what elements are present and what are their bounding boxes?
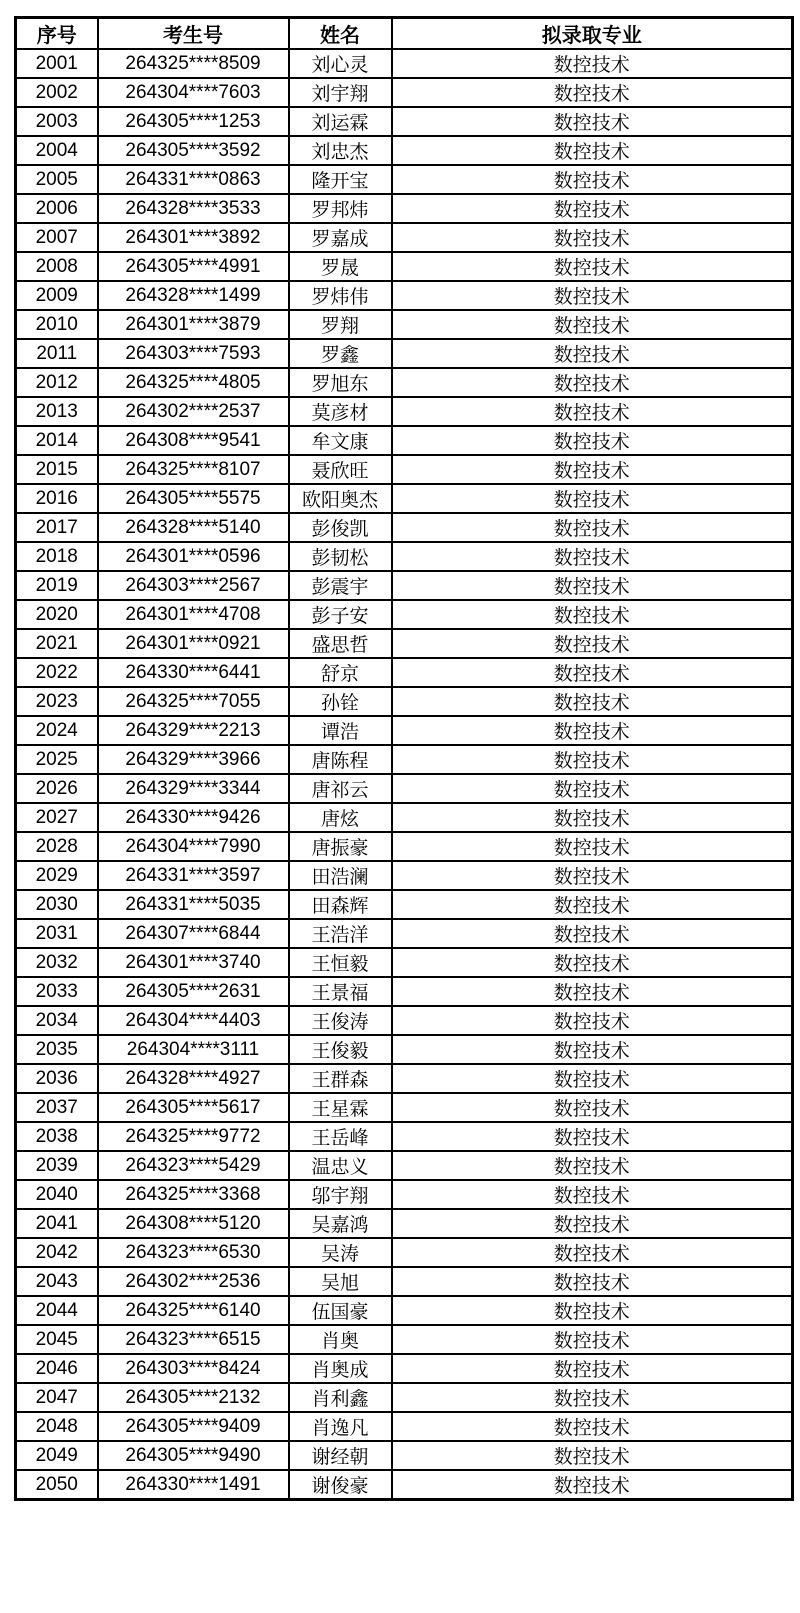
table-row xyxy=(16,1267,793,1296)
major-cell: 数控技术 xyxy=(392,49,793,78)
major-cell: 数控技术 xyxy=(392,223,793,252)
table-row xyxy=(16,977,793,1006)
name-cell: 聂欣旺 xyxy=(289,455,392,484)
name-cell: 吴嘉鸿 xyxy=(289,1209,392,1238)
serial-cell: 2024 xyxy=(16,716,98,745)
serial-cell: 2006 xyxy=(16,194,98,223)
candidate-number-cell: 264323****5429 xyxy=(98,1151,289,1180)
candidate-number-cell: 264307****6844 xyxy=(98,919,289,948)
table-row xyxy=(16,1151,793,1180)
candidate-number-cell: 264302****2536 xyxy=(98,1267,289,1296)
name-cell: 王星霖 xyxy=(289,1093,392,1122)
table-row xyxy=(16,484,793,513)
table-row xyxy=(16,716,793,745)
candidate-number-cell: 264323****6515 xyxy=(98,1325,289,1354)
serial-cell: 2029 xyxy=(16,861,98,890)
candidate-number-cell: 264304****7603 xyxy=(98,78,289,107)
table-row xyxy=(16,600,793,629)
major-cell: 数控技术 xyxy=(392,1441,793,1470)
header-candidate-number: 考生号 xyxy=(98,18,289,50)
name-cell: 唐炫 xyxy=(289,803,392,832)
table-row xyxy=(16,513,793,542)
name-cell: 刘运霖 xyxy=(289,107,392,136)
major-cell: 数控技术 xyxy=(392,745,793,774)
candidate-number-cell: 264331****3597 xyxy=(98,861,289,890)
table-row xyxy=(16,165,793,194)
table-body xyxy=(16,49,793,1500)
name-cell: 吴涛 xyxy=(289,1238,392,1267)
serial-cell: 2001 xyxy=(16,49,98,78)
candidate-number-cell: 264325****3368 xyxy=(98,1180,289,1209)
candidate-number-cell: 264305****2132 xyxy=(98,1383,289,1412)
candidate-number-cell: 264330****6441 xyxy=(98,658,289,687)
major-cell: 数控技术 xyxy=(392,1354,793,1383)
name-cell: 盛思哲 xyxy=(289,629,392,658)
serial-cell: 2020 xyxy=(16,600,98,629)
candidate-number-cell: 264325****6140 xyxy=(98,1296,289,1325)
name-cell: 彭俊凯 xyxy=(289,513,392,542)
table-row xyxy=(16,397,793,426)
name-cell: 肖逸凡 xyxy=(289,1412,392,1441)
candidate-number-cell: 264328****4927 xyxy=(98,1064,289,1093)
serial-cell: 2040 xyxy=(16,1180,98,1209)
name-cell: 谢俊豪 xyxy=(289,1470,392,1500)
major-cell: 数控技术 xyxy=(392,1238,793,1267)
name-cell: 谢经朝 xyxy=(289,1441,392,1470)
candidate-number-cell: 264305****5575 xyxy=(98,484,289,513)
serial-cell: 2003 xyxy=(16,107,98,136)
name-cell: 欧阳奥杰 xyxy=(289,484,392,513)
table-header-row xyxy=(16,18,793,50)
major-cell: 数控技术 xyxy=(392,1383,793,1412)
major-cell: 数控技术 xyxy=(392,78,793,107)
candidate-number-cell: 264305****2631 xyxy=(98,977,289,1006)
candidate-number-cell: 264301****0596 xyxy=(98,542,289,571)
name-cell: 肖奥成 xyxy=(289,1354,392,1383)
serial-cell: 2041 xyxy=(16,1209,98,1238)
table-row xyxy=(16,1412,793,1441)
name-cell: 刘忠杰 xyxy=(289,136,392,165)
table-row xyxy=(16,1325,793,1354)
serial-cell: 2007 xyxy=(16,223,98,252)
major-cell: 数控技术 xyxy=(392,861,793,890)
name-cell: 唐祁云 xyxy=(289,774,392,803)
major-cell: 数控技术 xyxy=(392,107,793,136)
table-row xyxy=(16,1470,793,1500)
serial-cell: 2035 xyxy=(16,1035,98,1064)
name-cell: 肖奥 xyxy=(289,1325,392,1354)
serial-cell: 2044 xyxy=(16,1296,98,1325)
serial-cell: 2014 xyxy=(16,426,98,455)
major-cell: 数控技术 xyxy=(392,919,793,948)
table-row xyxy=(16,78,793,107)
serial-cell: 2038 xyxy=(16,1122,98,1151)
serial-cell: 2015 xyxy=(16,455,98,484)
candidate-number-cell: 264301****3892 xyxy=(98,223,289,252)
serial-cell: 2009 xyxy=(16,281,98,310)
major-cell: 数控技术 xyxy=(392,426,793,455)
candidate-number-cell: 264308****5120 xyxy=(98,1209,289,1238)
serial-cell: 2021 xyxy=(16,629,98,658)
table-row xyxy=(16,49,793,78)
candidate-number-cell: 264305****1253 xyxy=(98,107,289,136)
serial-cell: 2046 xyxy=(16,1354,98,1383)
name-cell: 隆开宝 xyxy=(289,165,392,194)
name-cell: 温忠义 xyxy=(289,1151,392,1180)
name-cell: 唐陈程 xyxy=(289,745,392,774)
table-row xyxy=(16,919,793,948)
name-cell: 王景福 xyxy=(289,977,392,1006)
table-row xyxy=(16,1006,793,1035)
table-row xyxy=(16,1093,793,1122)
major-cell: 数控技术 xyxy=(392,165,793,194)
serial-cell: 2034 xyxy=(16,1006,98,1035)
header-name: 姓名 xyxy=(289,18,392,50)
candidate-number-cell: 264305****9490 xyxy=(98,1441,289,1470)
candidate-number-cell: 264328****1499 xyxy=(98,281,289,310)
serial-cell: 2048 xyxy=(16,1412,98,1441)
major-cell: 数控技术 xyxy=(392,542,793,571)
candidate-number-cell: 264329****3344 xyxy=(98,774,289,803)
name-cell: 王浩洋 xyxy=(289,919,392,948)
candidate-number-cell: 264305****5617 xyxy=(98,1093,289,1122)
candidate-number-cell: 264323****6530 xyxy=(98,1238,289,1267)
name-cell: 罗邦炜 xyxy=(289,194,392,223)
serial-cell: 2047 xyxy=(16,1383,98,1412)
major-cell: 数控技术 xyxy=(392,1296,793,1325)
table-row xyxy=(16,1064,793,1093)
name-cell: 田森辉 xyxy=(289,890,392,919)
serial-cell: 2042 xyxy=(16,1238,98,1267)
candidate-number-cell: 264325****4805 xyxy=(98,368,289,397)
major-cell: 数控技术 xyxy=(392,687,793,716)
serial-cell: 2018 xyxy=(16,542,98,571)
serial-cell: 2028 xyxy=(16,832,98,861)
table-row xyxy=(16,629,793,658)
major-cell: 数控技术 xyxy=(392,890,793,919)
major-cell: 数控技术 xyxy=(392,1006,793,1035)
table-row xyxy=(16,1383,793,1412)
serial-cell: 2011 xyxy=(16,339,98,368)
major-cell: 数控技术 xyxy=(392,1151,793,1180)
name-cell: 邬宇翔 xyxy=(289,1180,392,1209)
name-cell: 刘宇翔 xyxy=(289,78,392,107)
table-row xyxy=(16,890,793,919)
serial-cell: 2025 xyxy=(16,745,98,774)
name-cell: 牟文康 xyxy=(289,426,392,455)
major-cell: 数控技术 xyxy=(392,455,793,484)
candidate-number-cell: 264304****4403 xyxy=(98,1006,289,1035)
name-cell: 罗旭东 xyxy=(289,368,392,397)
candidate-number-cell: 264328****3533 xyxy=(98,194,289,223)
major-cell: 数控技术 xyxy=(392,397,793,426)
table-row xyxy=(16,658,793,687)
candidate-number-cell: 264329****3966 xyxy=(98,745,289,774)
major-cell: 数控技术 xyxy=(392,252,793,281)
serial-cell: 2027 xyxy=(16,803,98,832)
candidate-number-cell: 264305****9409 xyxy=(98,1412,289,1441)
major-cell: 数控技术 xyxy=(392,310,793,339)
candidate-number-cell: 264329****2213 xyxy=(98,716,289,745)
serial-cell: 2023 xyxy=(16,687,98,716)
candidate-number-cell: 264301****3879 xyxy=(98,310,289,339)
serial-cell: 2033 xyxy=(16,977,98,1006)
major-cell: 数控技术 xyxy=(392,832,793,861)
candidate-number-cell: 264308****9541 xyxy=(98,426,289,455)
major-cell: 数控技术 xyxy=(392,1267,793,1296)
name-cell: 肖利鑫 xyxy=(289,1383,392,1412)
admission-list-table xyxy=(14,16,794,1501)
table-row xyxy=(16,1035,793,1064)
major-cell: 数控技术 xyxy=(392,1064,793,1093)
serial-cell: 2045 xyxy=(16,1325,98,1354)
candidate-number-cell: 264325****7055 xyxy=(98,687,289,716)
header-proposed-major: 拟录取专业 xyxy=(392,18,793,50)
major-cell: 数控技术 xyxy=(392,803,793,832)
major-cell: 数控技术 xyxy=(392,948,793,977)
serial-cell: 2031 xyxy=(16,919,98,948)
serial-cell: 2013 xyxy=(16,397,98,426)
table-row xyxy=(16,1238,793,1267)
name-cell: 罗鑫 xyxy=(289,339,392,368)
table-row xyxy=(16,455,793,484)
table-row xyxy=(16,107,793,136)
table-row xyxy=(16,223,793,252)
table-row xyxy=(16,1296,793,1325)
major-cell: 数控技术 xyxy=(392,1412,793,1441)
table-row xyxy=(16,774,793,803)
candidate-number-cell: 264301****0921 xyxy=(98,629,289,658)
name-cell: 谭浩 xyxy=(289,716,392,745)
name-cell: 吴旭 xyxy=(289,1267,392,1296)
table-row xyxy=(16,948,793,977)
table-row xyxy=(16,861,793,890)
candidate-number-cell: 264304****3111 xyxy=(98,1035,289,1064)
major-cell: 数控技术 xyxy=(392,1209,793,1238)
table-row xyxy=(16,1180,793,1209)
name-cell: 王恒毅 xyxy=(289,948,392,977)
serial-cell: 2037 xyxy=(16,1093,98,1122)
candidate-number-cell: 264305****4991 xyxy=(98,252,289,281)
table-row xyxy=(16,281,793,310)
major-cell: 数控技术 xyxy=(392,1093,793,1122)
name-cell: 王岳峰 xyxy=(289,1122,392,1151)
major-cell: 数控技术 xyxy=(392,281,793,310)
major-cell: 数控技术 xyxy=(392,1180,793,1209)
table-row xyxy=(16,136,793,165)
table-row xyxy=(16,803,793,832)
serial-cell: 2050 xyxy=(16,1470,98,1500)
name-cell: 王俊毅 xyxy=(289,1035,392,1064)
serial-cell: 2022 xyxy=(16,658,98,687)
table-row xyxy=(16,368,793,397)
serial-cell: 2002 xyxy=(16,78,98,107)
name-cell: 彭子安 xyxy=(289,600,392,629)
serial-cell: 2049 xyxy=(16,1441,98,1470)
table-row xyxy=(16,832,793,861)
candidate-number-cell: 264330****9426 xyxy=(98,803,289,832)
candidate-number-cell: 264303****2567 xyxy=(98,571,289,600)
candidate-number-cell: 264303****8424 xyxy=(98,1354,289,1383)
major-cell: 数控技术 xyxy=(392,194,793,223)
major-cell: 数控技术 xyxy=(392,629,793,658)
name-cell: 王俊涛 xyxy=(289,1006,392,1035)
name-cell: 罗翔 xyxy=(289,310,392,339)
candidate-number-cell: 264325****8509 xyxy=(98,49,289,78)
table-row xyxy=(16,310,793,339)
table-row xyxy=(16,339,793,368)
major-cell: 数控技术 xyxy=(392,774,793,803)
table-row xyxy=(16,1122,793,1151)
serial-cell: 2036 xyxy=(16,1064,98,1093)
serial-cell: 2043 xyxy=(16,1267,98,1296)
name-cell: 彭韧松 xyxy=(289,542,392,571)
major-cell: 数控技术 xyxy=(392,1325,793,1354)
name-cell: 伍国豪 xyxy=(289,1296,392,1325)
major-cell: 数控技术 xyxy=(392,571,793,600)
name-cell: 莫彦材 xyxy=(289,397,392,426)
table-row xyxy=(16,1354,793,1383)
name-cell: 孙铨 xyxy=(289,687,392,716)
serial-cell: 2039 xyxy=(16,1151,98,1180)
major-cell: 数控技术 xyxy=(392,716,793,745)
major-cell: 数控技术 xyxy=(392,600,793,629)
candidate-number-cell: 264325****9772 xyxy=(98,1122,289,1151)
serial-cell: 2017 xyxy=(16,513,98,542)
candidate-number-cell: 264330****1491 xyxy=(98,1470,289,1500)
header-serial-number: 序号 xyxy=(16,18,98,50)
major-cell: 数控技术 xyxy=(392,1122,793,1151)
table-row xyxy=(16,571,793,600)
major-cell: 数控技术 xyxy=(392,484,793,513)
serial-cell: 2026 xyxy=(16,774,98,803)
name-cell: 罗炜伟 xyxy=(289,281,392,310)
candidate-number-cell: 264304****7990 xyxy=(98,832,289,861)
name-cell: 舒京 xyxy=(289,658,392,687)
table-row xyxy=(16,1209,793,1238)
name-cell: 彭震宇 xyxy=(289,571,392,600)
serial-cell: 2012 xyxy=(16,368,98,397)
major-cell: 数控技术 xyxy=(392,513,793,542)
serial-cell: 2010 xyxy=(16,310,98,339)
name-cell: 王群森 xyxy=(289,1064,392,1093)
serial-cell: 2019 xyxy=(16,571,98,600)
major-cell: 数控技术 xyxy=(392,658,793,687)
major-cell: 数控技术 xyxy=(392,1035,793,1064)
candidate-number-cell: 264328****5140 xyxy=(98,513,289,542)
table-row xyxy=(16,745,793,774)
name-cell: 刘心灵 xyxy=(289,49,392,78)
table-row xyxy=(16,426,793,455)
major-cell: 数控技术 xyxy=(392,136,793,165)
candidate-number-cell: 264301****4708 xyxy=(98,600,289,629)
serial-cell: 2032 xyxy=(16,948,98,977)
major-cell: 数控技术 xyxy=(392,339,793,368)
table-row xyxy=(16,1441,793,1470)
candidate-number-cell: 264331****5035 xyxy=(98,890,289,919)
major-cell: 数控技术 xyxy=(392,977,793,1006)
candidate-number-cell: 264301****3740 xyxy=(98,948,289,977)
major-cell: 数控技术 xyxy=(392,1470,793,1500)
name-cell: 田浩澜 xyxy=(289,861,392,890)
candidate-number-cell: 264302****2537 xyxy=(98,397,289,426)
serial-cell: 2016 xyxy=(16,484,98,513)
serial-cell: 2005 xyxy=(16,165,98,194)
major-cell: 数控技术 xyxy=(392,368,793,397)
serial-cell: 2030 xyxy=(16,890,98,919)
candidate-number-cell: 264303****7593 xyxy=(98,339,289,368)
serial-cell: 2004 xyxy=(16,136,98,165)
candidate-number-cell: 264325****8107 xyxy=(98,455,289,484)
serial-cell: 2008 xyxy=(16,252,98,281)
name-cell: 唐振豪 xyxy=(289,832,392,861)
table-row xyxy=(16,542,793,571)
name-cell: 罗晟 xyxy=(289,252,392,281)
table-row xyxy=(16,194,793,223)
name-cell: 罗嘉成 xyxy=(289,223,392,252)
table-row xyxy=(16,687,793,716)
candidate-number-cell: 264305****3592 xyxy=(98,136,289,165)
candidate-number-cell: 264331****0863 xyxy=(98,165,289,194)
table-row xyxy=(16,252,793,281)
